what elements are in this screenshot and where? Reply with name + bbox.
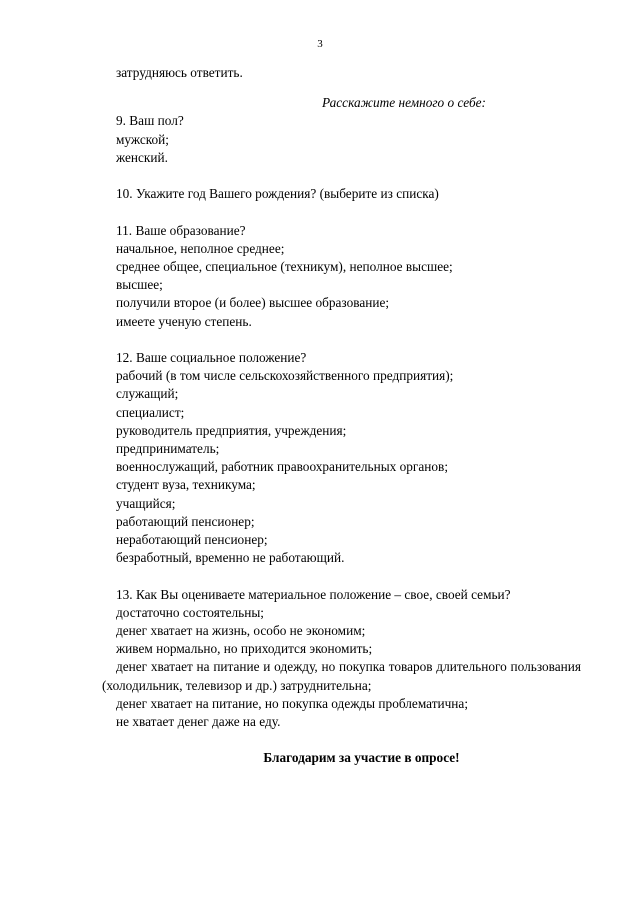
answer-option: учащийся;	[116, 495, 176, 511]
question-9-title: 9. Ваш пол?	[116, 113, 184, 129]
survey-content	[102, 64, 581, 767]
answer-option: денег хватает на питание, но покупка одежды проблематична;	[116, 695, 469, 711]
section-title: Расскажите немного о себе:	[322, 95, 486, 111]
answer-option: мужской;	[116, 131, 169, 147]
answer-option: предприниматель;	[116, 441, 220, 457]
page-number: 3	[317, 38, 323, 50]
closing-message: Благодарим за участие в опросе!	[263, 750, 460, 766]
spacer	[116, 203, 580, 221]
question-13-title: 13. Как Вы оцениваете материальное положение – свое, своей семьи?	[116, 586, 511, 602]
answer-option: специалист;	[116, 404, 185, 420]
answer-option: денег хватает на питание и одежду, но покупка товаров длительного пользования (холодильник, телевизор и др.) затруднительна;	[102, 659, 581, 693]
question-12-title: 12. Ваше социальное положение?	[116, 350, 307, 365]
question-10-title: 10. Укажите год Вашего рождения? (выберите из списка)	[116, 186, 439, 202]
answer-option: безработный, временно не работающий.	[116, 550, 345, 566]
answer-option: получили второе (и более) высшее образование;	[116, 295, 390, 311]
answer-option: служащий;	[116, 386, 179, 402]
answer-option: живем нормально, но приходится экономить;	[116, 641, 373, 657]
answer-option: не хватает денег даже на еду.	[116, 714, 281, 730]
answer-option: неработающий пенсионер;	[116, 532, 268, 548]
answer-option: начальное, неполное среднее;	[116, 240, 285, 256]
answer-option: достаточно состоятельны;	[116, 604, 264, 620]
intro-line: затрудняюсь ответить.	[116, 65, 243, 80]
answer-option: имеете ученую степень.	[116, 313, 252, 329]
answer-option: высшее;	[116, 277, 163, 293]
answer-option: работающий пенсионер;	[116, 513, 255, 529]
answer-option: женский.	[116, 149, 168, 165]
spacer	[116, 567, 580, 585]
answer-option: военнослужащий, работник правоохранительных органов;	[116, 459, 449, 475]
spacer	[116, 331, 580, 349]
answer-option: руководитель предприятия, учреждения;	[116, 422, 347, 438]
answer-option: среднее общее, специальное (техникум), неполное высшее;	[116, 259, 453, 274]
question-11-title: 11. Ваше образование?	[116, 222, 246, 238]
answer-option: студент вуза, техникума;	[116, 477, 256, 493]
answer-option: денег хватает на жизнь, особо не экономим;	[116, 623, 366, 639]
answer-option: рабочий (в том числе сельскохозяйственного предприятия);	[116, 368, 454, 384]
spacer	[116, 167, 580, 185]
